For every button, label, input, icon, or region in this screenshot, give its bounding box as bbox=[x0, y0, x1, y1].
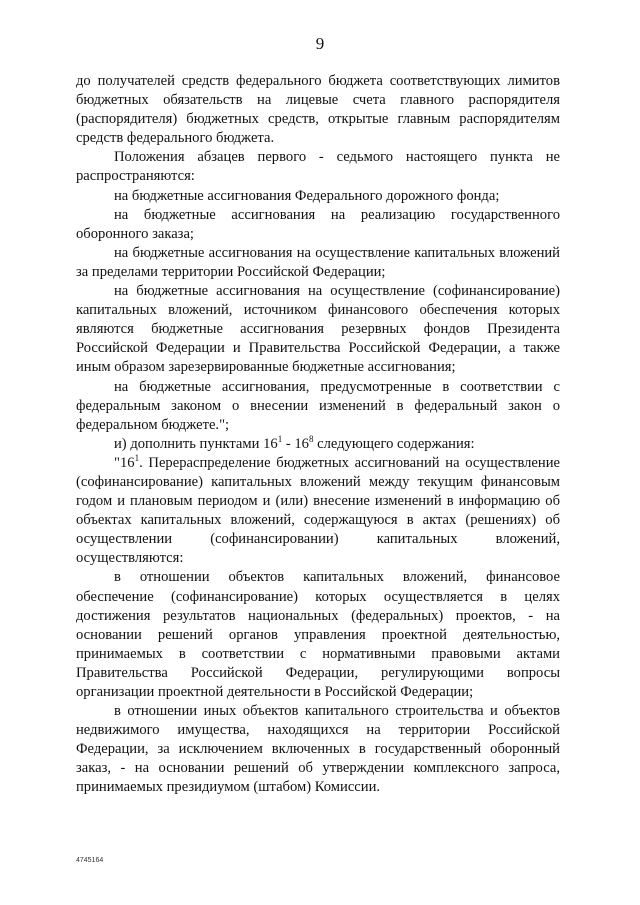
items-intro-middle: - 16 bbox=[282, 435, 309, 452]
p16-sup: 1 bbox=[134, 453, 140, 464]
paragraph-1: до получателей средств федерального бюджета соответствующих лимитов бюджетных обязательств на лицевые счета главного распорядителя (распорядителя) бюджетных средств, открытые главным распорядителям средств федерального бюджета. bbox=[76, 73, 560, 147]
paragraph-other-objects: в отношении иных объектов капитального строительства и объектов недвижимого имущества, находящихся на территории Российской Федерации, за исключением включенных в государственный оборонный заказ, - на основании решений об утверждении комплексного запроса, принимаемых президиумом (штабом) Комиссии. bbox=[76, 703, 560, 796]
paragraph-projects: в отношении объектов капитальных вложений, финансовое обеспечение (софинансирование) которых осуществляется в целях достижения результатов национальных (федеральных) проектов, - на основании решений органов управления проектной деятельностью, принимаемых в соответствии с нормативными правовыми актами Правительства Российской Федерации, регулирующими вопросы организации проектной деятельности в Российской Федерации; bbox=[76, 569, 560, 700]
p16-prefix: "16 bbox=[114, 454, 135, 471]
body-text bbox=[76, 72, 560, 798]
p16-text: . Перераспределение бюджетных ассигнований на осуществление (софинансирование) капитальных вложений между текущим финансовым годом и плановым периодом и (или) внесение изменений в информацию об объектах капитальных вложений, содержащуюся в актах (решениях) об осуществлении (софинансировании) капитальных вложений, осуществляются: bbox=[76, 454, 560, 567]
items-intro-sup-8: 8 bbox=[308, 433, 314, 444]
paragraph-16-1 bbox=[76, 454, 560, 569]
paragraph-5: на бюджетные ассигнования на осуществление капитальных вложений за пределами территории Российской Федерации; bbox=[76, 244, 560, 280]
paragraph-3: на бюджетные ассигнования Федерального дорожного фонда; bbox=[114, 187, 500, 204]
paragraph-4: на бюджетные ассигнования на реализацию государственного оборонного заказа; bbox=[76, 206, 560, 242]
paragraph-2: Положения абзацев первого - седьмого настоящего пункта не распространяются: bbox=[76, 149, 560, 185]
paragraph-items-intro bbox=[76, 435, 560, 454]
document-id: 4745164 bbox=[76, 857, 104, 864]
items-intro-after: следующего содержания: bbox=[313, 435, 475, 452]
paragraph-7: на бюджетные ассигнования, предусмотренные в соответствии с федеральным законом о внесении изменений в федеральный закон о федеральном бюджете."; bbox=[76, 378, 560, 433]
paragraph-6: на бюджетные ассигнования на осуществление (софинансирование) капитальных вложений, источником финансового обеспечения которых являются бюджетные ассигнования резервных фондов Президента Российской Федерации и Правительства Российской Федерации, а также иным образом зарезервированные бюджетные ассигнования; bbox=[76, 283, 560, 376]
items-intro-sup-1: 1 bbox=[277, 433, 283, 444]
items-intro-before: и) дополнить пунктами 16 bbox=[114, 435, 278, 452]
page-number: 9 bbox=[315, 34, 325, 53]
